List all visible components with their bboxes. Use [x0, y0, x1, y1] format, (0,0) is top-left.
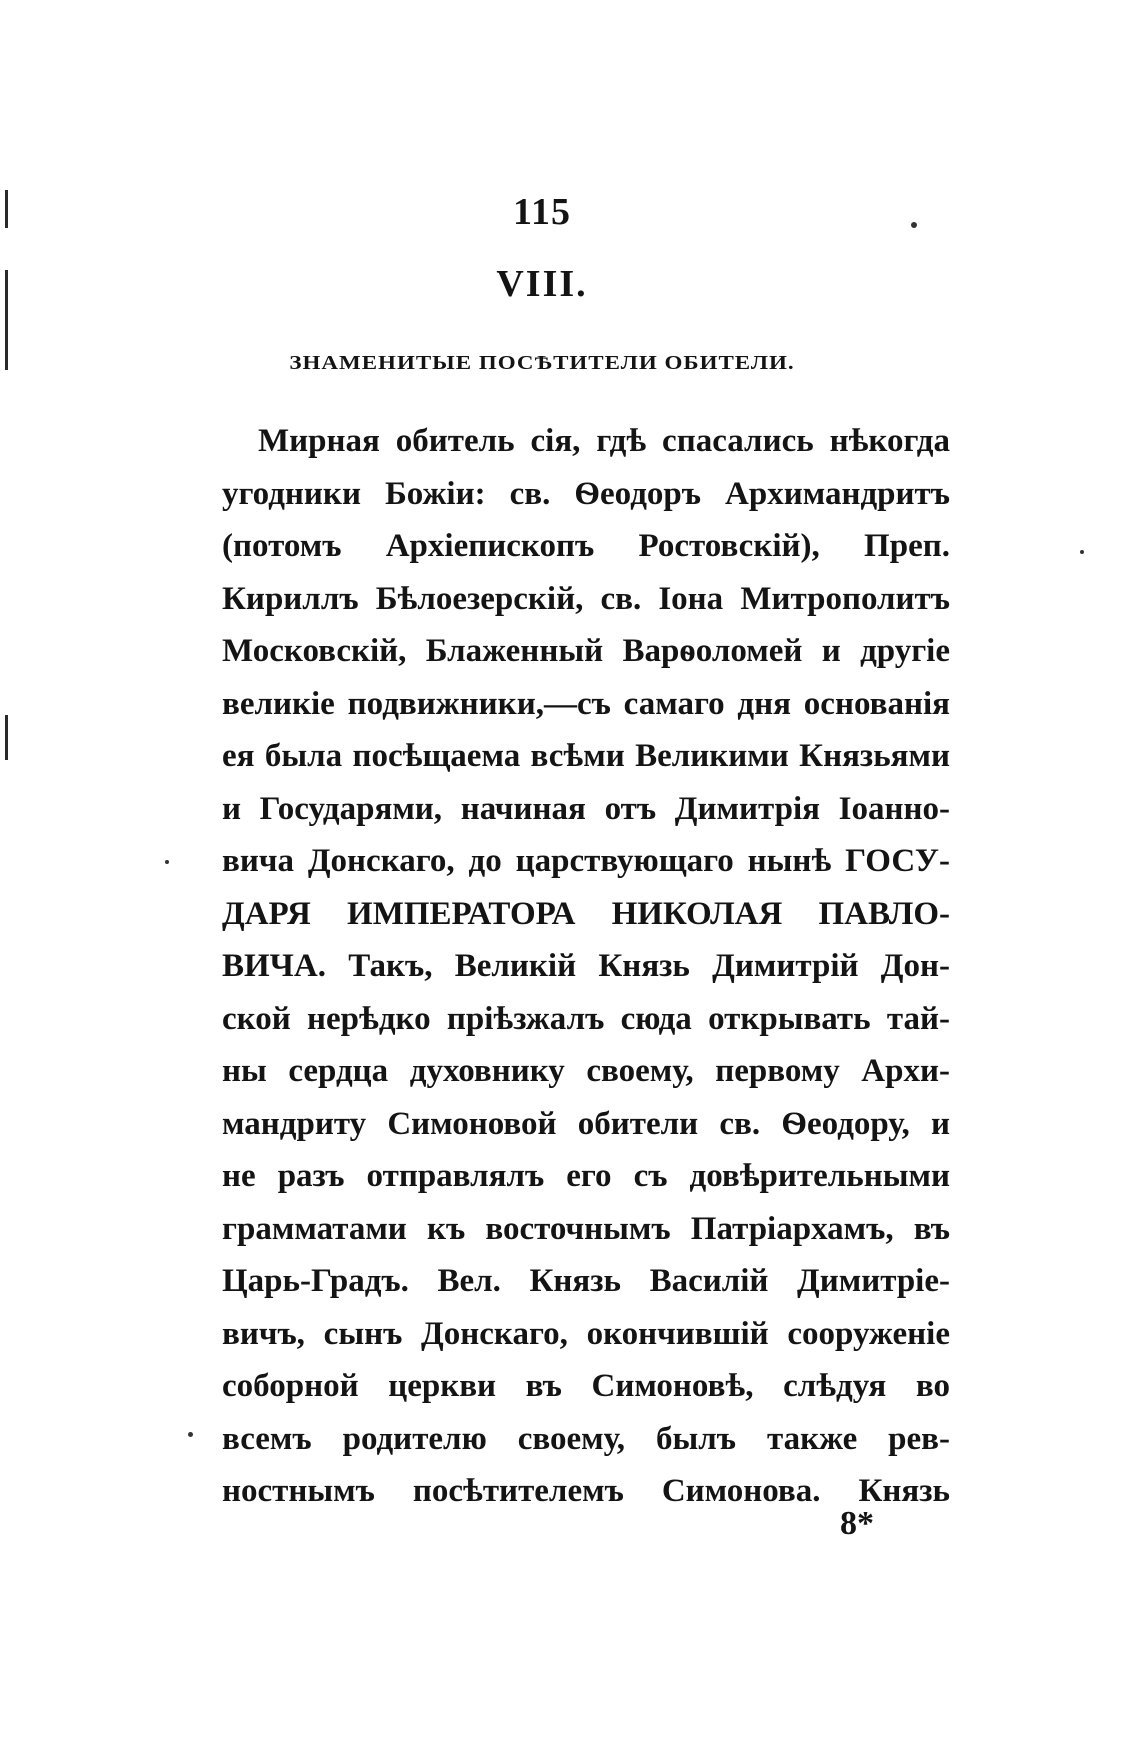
text-line: соборной церкви въ Симоновѣ, слѣдуя во	[222, 1368, 950, 1404]
catchword: 8*	[840, 1505, 874, 1542]
text-line: и Государями, начиная отъ Димитрія Іоанно-	[222, 790, 950, 827]
scan-speck	[1080, 550, 1084, 554]
text-line: Царь-Градъ. Вел. Князь Василій Димитріе-	[222, 1263, 950, 1299]
text-line: ея была посѣщаема всѣми Великими Князьями	[222, 738, 950, 774]
page-number: 115	[513, 191, 571, 233]
text-line: ВИЧА. Такъ, Великій Князь Димитрій Дон-	[222, 948, 950, 984]
text-line: ностнымъ посѣтителемъ Симонова. Князь	[222, 1473, 950, 1509]
text-line: Кириллъ Бѣлоезерскій, св. Іона Митрополитъ	[222, 580, 950, 617]
section-title: ЗНАМЕНИТЫЕ ПОСѢТИТЕЛИ ОБИТЕЛИ.	[289, 351, 795, 374]
text-line: всемъ родителю своему, былъ также рев-	[222, 1420, 950, 1457]
text-line: не разъ отправлялъ его съ довѣрительными	[222, 1158, 950, 1194]
text-line: грамматами къ восточнымъ Патріархамъ, въ	[222, 1210, 950, 1247]
margin-rule	[5, 715, 8, 760]
scan-speck	[188, 1432, 193, 1437]
text-line: (потомъ Архіепископъ Ростовскій), Преп.	[222, 528, 950, 564]
text-line: Мирная обитель сія, гдѣ спасались нѣкогда	[258, 423, 950, 459]
text-line: ской нерѣдко пріѣзжалъ сюда открывать тай-	[222, 1000, 950, 1037]
text-line: вича Донскаго, до царствующаго нынѣ ГОСУ-	[222, 843, 950, 879]
text-line: ДАРЯ ИМПЕРАТОРА НИКОЛАЯ ПАВЛО-	[222, 895, 950, 932]
text-line: мандриту Симоновой обители св. Ѳеодору, и	[222, 1105, 950, 1142]
text-line: великіе подвижники,—съ самаго дня основанія	[222, 685, 950, 722]
body-text	[222, 415, 950, 1518]
text-line: вичъ, сынъ Донскаго, окончившій сооруженіе	[222, 1315, 950, 1352]
text-line: ны сердца духовнику своему, первому Архи-	[222, 1053, 950, 1089]
text-line: Московскій, Блаженный Варѳоломей и другіе	[222, 633, 950, 669]
scan-speck	[165, 860, 169, 864]
text-line: угодники Божіи: св. Ѳеодоръ Архимандритъ	[222, 475, 950, 512]
section-number: VIII.	[496, 263, 588, 305]
